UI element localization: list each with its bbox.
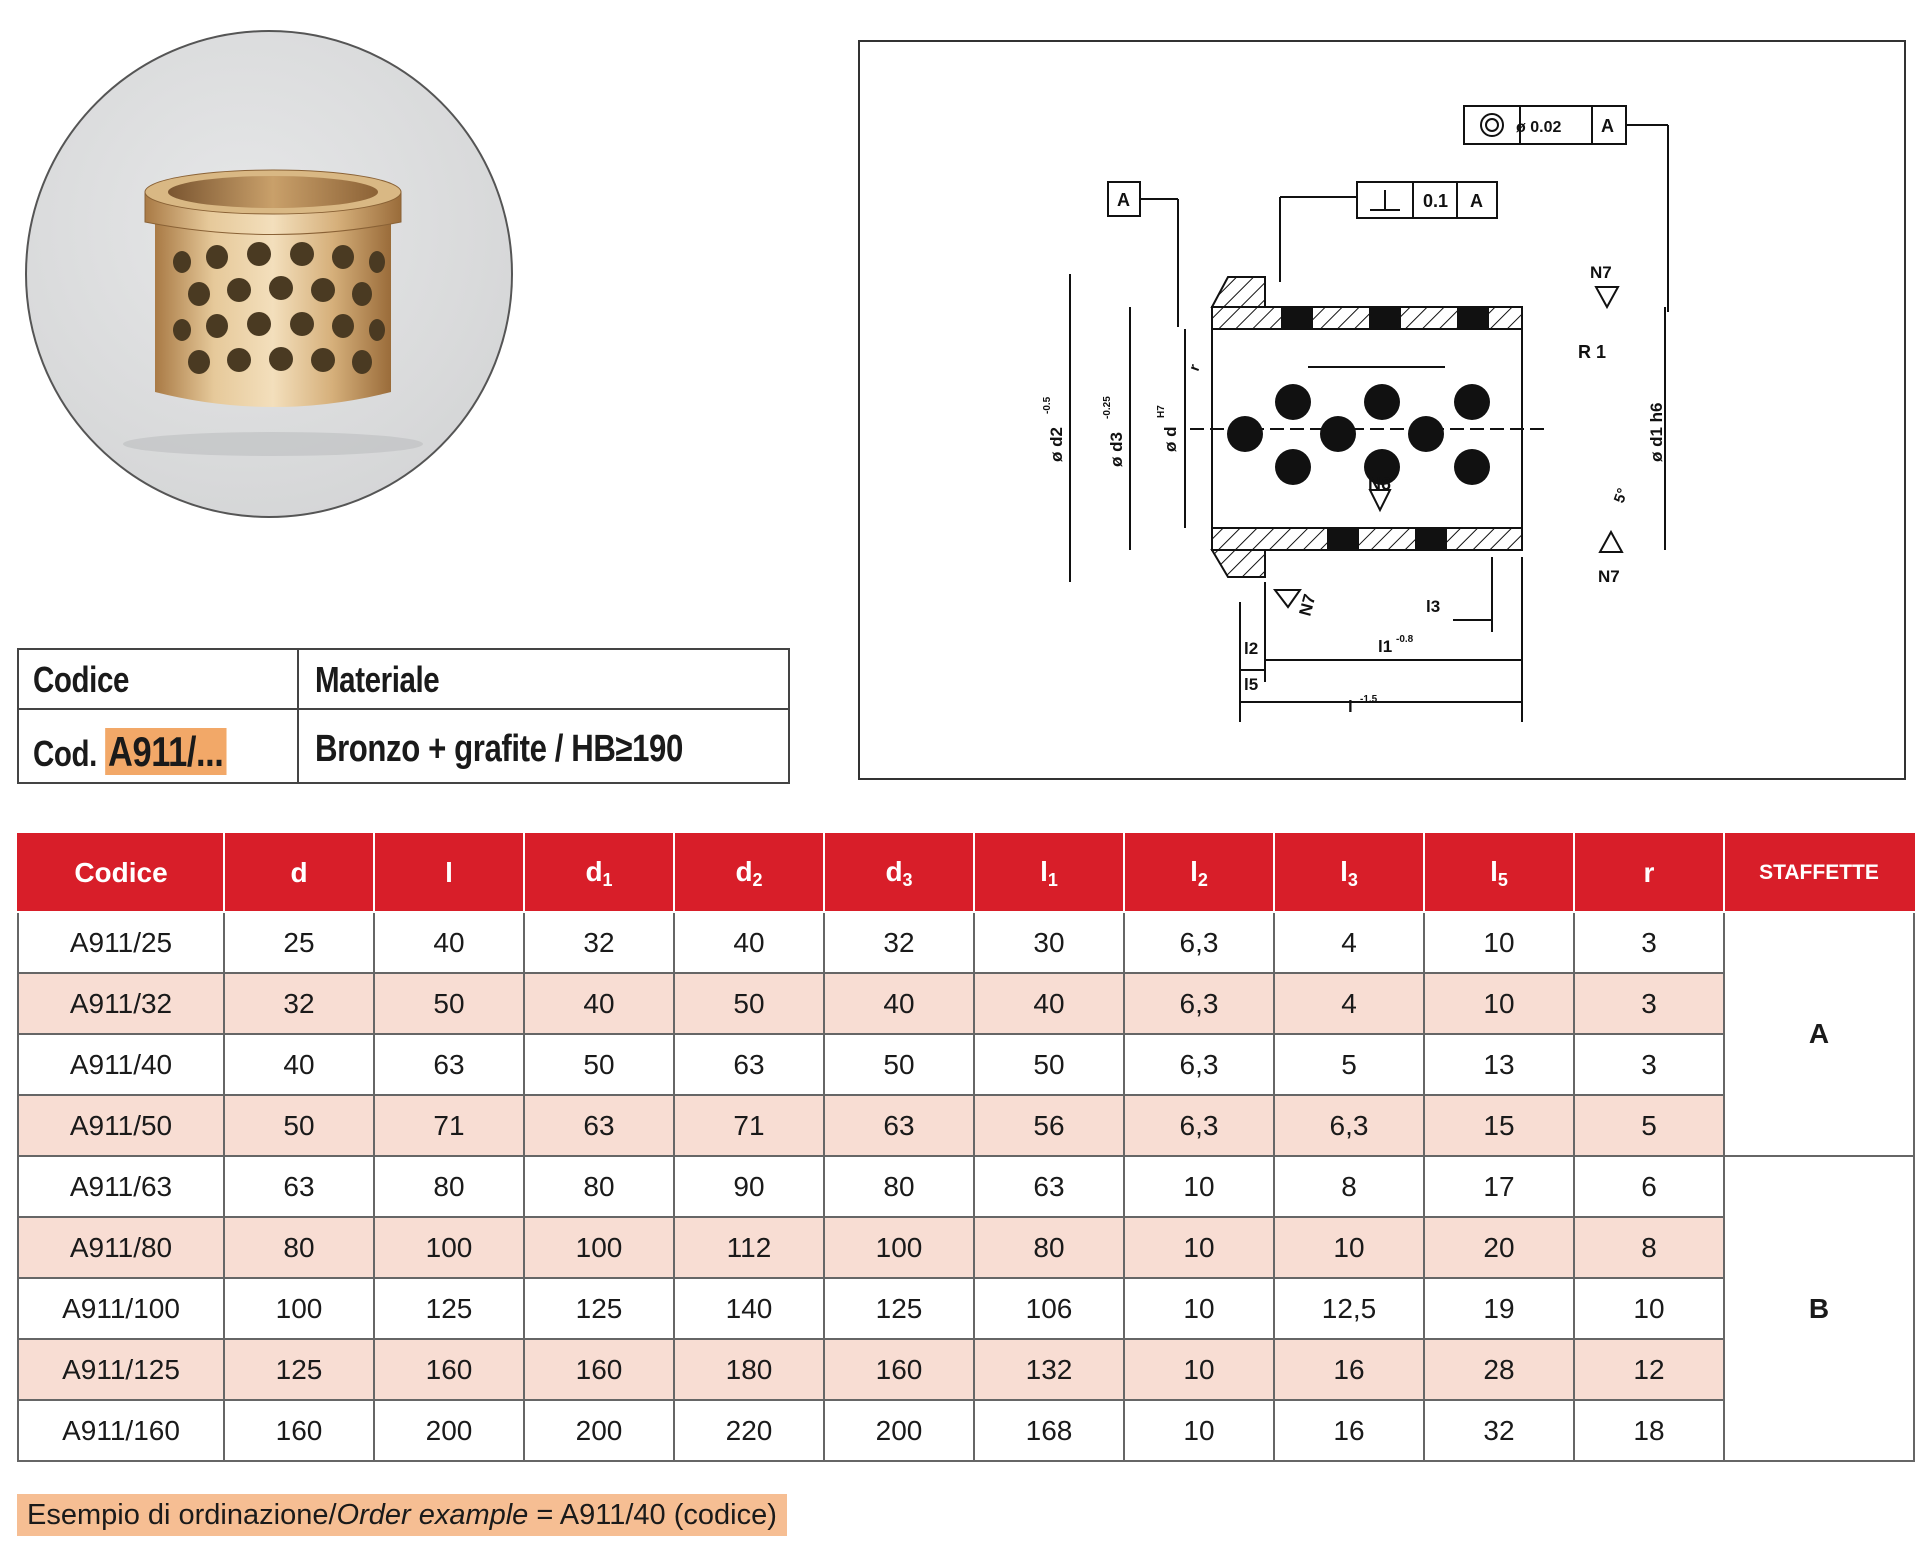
value-cell: 10: [1124, 1217, 1274, 1278]
value-cell: 15: [1424, 1095, 1574, 1156]
dim-d2: ø d2: [1047, 427, 1066, 462]
value-cell: 10: [1124, 1339, 1274, 1400]
value-cell: 4: [1274, 912, 1424, 973]
value-cell: 12: [1574, 1339, 1724, 1400]
order-example-italic: Order example: [336, 1499, 529, 1531]
value-cell: 17: [1424, 1156, 1574, 1217]
column-header: r: [1574, 834, 1724, 912]
value-cell: 63: [674, 1034, 824, 1095]
table-row: [18, 1095, 1914, 1156]
value-cell: 4: [1274, 973, 1424, 1034]
value-cell: 25: [224, 912, 374, 973]
material-header: Materiale: [315, 659, 440, 700]
code-cell: A911/100: [18, 1278, 224, 1339]
dim-d2-tol: -0.5: [1042, 396, 1053, 414]
perpendicularity-datum: A: [1470, 191, 1483, 211]
value-cell: 100: [224, 1278, 374, 1339]
dim-l-tol: -1.5: [1360, 694, 1378, 705]
value-cell: 100: [374, 1217, 524, 1278]
value-cell: 112: [674, 1217, 824, 1278]
value-cell: 40: [374, 912, 524, 973]
value-cell: 200: [374, 1400, 524, 1461]
dim-l2: l2: [1244, 639, 1259, 658]
code-cell: A911/125: [18, 1339, 224, 1400]
code-prefix: Cod.: [33, 733, 97, 774]
finish-n7-top: N7: [1590, 263, 1612, 282]
table-row: [18, 1400, 1914, 1461]
value-cell: 63: [224, 1156, 374, 1217]
value-cell: 40: [224, 1034, 374, 1095]
value-cell: 50: [824, 1034, 974, 1095]
dim-l1: l1: [1378, 637, 1393, 656]
value-cell: 28: [1424, 1339, 1574, 1400]
order-example-prefix: Esempio di ordinazione/: [27, 1499, 337, 1531]
value-cell: 32: [224, 973, 374, 1034]
dimensions-table: [17, 833, 1915, 1462]
column-header: d: [224, 834, 374, 912]
table-row: [18, 1034, 1914, 1095]
dim-d3: ø d3: [1107, 432, 1126, 467]
column-header: $d_2$: [674, 834, 824, 912]
table-row: [18, 1278, 1914, 1339]
value-cell: 125: [374, 1278, 524, 1339]
value-cell: 6,3: [1124, 1095, 1274, 1156]
value-cell: 220: [674, 1400, 824, 1461]
code-cell: A911/160: [18, 1400, 224, 1461]
value-cell: 140: [674, 1278, 824, 1339]
staffette-group-cell: B: [1724, 1156, 1914, 1461]
value-cell: 10: [1424, 912, 1574, 973]
column-header: $d_1$: [524, 834, 674, 912]
value-cell: 40: [974, 973, 1124, 1034]
bushing-image: [27, 32, 511, 516]
technical-drawing: [858, 40, 1906, 780]
value-cell: 63: [524, 1095, 674, 1156]
value-cell: 3: [1574, 973, 1724, 1034]
value-cell: 12,5: [1274, 1278, 1424, 1339]
dim-d-tol: H7: [1156, 405, 1167, 418]
dim-l: l: [1348, 697, 1353, 716]
value-cell: 90: [674, 1156, 824, 1217]
value-cell: 13: [1424, 1034, 1574, 1095]
value-cell: 100: [824, 1217, 974, 1278]
value-cell: 125: [224, 1339, 374, 1400]
code-cell: A911/80: [18, 1217, 224, 1278]
value-cell: 30: [974, 912, 1124, 973]
value-cell: 168: [974, 1400, 1124, 1461]
code-header: Codice: [33, 659, 129, 700]
dim-d1: ø d1 h6: [1647, 402, 1666, 462]
staffette-group-cell: A: [1724, 912, 1914, 1156]
value-cell: 19: [1424, 1278, 1574, 1339]
r-label: r: [1185, 362, 1204, 374]
value-cell: 16: [1274, 1400, 1424, 1461]
value-cell: 32: [824, 912, 974, 973]
column-header: $l_2$: [1124, 834, 1274, 912]
column-header: $l_5$: [1424, 834, 1574, 912]
value-cell: 180: [674, 1339, 824, 1400]
value-cell: 125: [824, 1278, 974, 1339]
table-header-row: [18, 834, 1914, 912]
angle-label: 5°: [1610, 486, 1632, 506]
column-header: $l_1$: [974, 834, 1124, 912]
code-table-header-row: [19, 650, 788, 710]
value-cell: 5: [1274, 1034, 1424, 1095]
dim-l3: l3: [1426, 597, 1441, 616]
table-row: [18, 1217, 1914, 1278]
value-cell: 16: [1274, 1339, 1424, 1400]
value-cell: 56: [974, 1095, 1124, 1156]
table-row: [18, 973, 1914, 1034]
value-cell: 80: [824, 1156, 974, 1217]
value-cell: 3: [1574, 1034, 1724, 1095]
finish-n6: N6: [1368, 474, 1392, 494]
dim-d3-tol: -0.25: [1102, 396, 1113, 419]
value-cell: 106: [974, 1278, 1124, 1339]
value-cell: 71: [674, 1095, 824, 1156]
table-row: [18, 1156, 1914, 1217]
value-cell: 32: [1424, 1400, 1574, 1461]
value-cell: 160: [374, 1339, 524, 1400]
value-cell: 10: [1574, 1278, 1724, 1339]
value-cell: 125: [524, 1278, 674, 1339]
code-cell: A911/63: [18, 1156, 224, 1217]
finish-n7-bottom: N7: [1295, 592, 1320, 619]
concentricity-value: ø 0.02: [1516, 119, 1562, 136]
value-cell: 63: [824, 1095, 974, 1156]
value-cell: 5: [1574, 1095, 1724, 1156]
value-cell: 40: [824, 973, 974, 1034]
value-cell: 80: [524, 1156, 674, 1217]
material-value: Bronzo + grafite / HB≥190: [315, 728, 683, 770]
product-photo: [25, 30, 513, 518]
value-cell: 40: [674, 912, 824, 973]
value-cell: 18: [1574, 1400, 1724, 1461]
radius-label: R 1: [1578, 342, 1607, 362]
value-cell: 50: [674, 973, 824, 1034]
value-cell: 40: [524, 973, 674, 1034]
dim-l5: l5: [1244, 675, 1259, 694]
value-cell: 32: [524, 912, 674, 973]
code-cell: A911/25: [18, 912, 224, 973]
value-cell: 63: [374, 1034, 524, 1095]
column-header: Codice: [18, 834, 224, 912]
value-cell: 50: [974, 1034, 1124, 1095]
table-row: [18, 1339, 1914, 1400]
value-cell: 8: [1274, 1156, 1424, 1217]
dim-l1-tol: -0.8: [1396, 634, 1414, 645]
value-cell: 50: [524, 1034, 674, 1095]
value-cell: 132: [974, 1339, 1124, 1400]
finish-n7-right: N7: [1598, 567, 1620, 586]
value-cell: 10: [1124, 1400, 1274, 1461]
bushing-cross-section: [860, 42, 1904, 778]
value-cell: 160: [524, 1339, 674, 1400]
value-cell: 50: [224, 1095, 374, 1156]
concentricity-datum: A: [1601, 116, 1614, 136]
value-cell: 80: [224, 1217, 374, 1278]
code-material-table: [17, 648, 790, 784]
value-cell: 10: [1274, 1217, 1424, 1278]
code-cell: A911/40: [18, 1034, 224, 1095]
value-cell: 200: [524, 1400, 674, 1461]
code-table-value-row: [19, 710, 788, 782]
column-header: $l_3$: [1274, 834, 1424, 912]
value-cell: 80: [974, 1217, 1124, 1278]
value-cell: 10: [1124, 1156, 1274, 1217]
column-header: l: [374, 834, 524, 912]
value-cell: 20: [1424, 1217, 1574, 1278]
value-cell: 100: [524, 1217, 674, 1278]
value-cell: 160: [824, 1339, 974, 1400]
value-cell: 10: [1424, 973, 1574, 1034]
table-row: [18, 912, 1914, 973]
order-example-suffix: = A911/40 (codice): [528, 1499, 777, 1531]
value-cell: 50: [374, 973, 524, 1034]
value-cell: 6,3: [1124, 973, 1274, 1034]
value-cell: 10: [1124, 1278, 1274, 1339]
perpendicularity-value: 0.1: [1423, 191, 1449, 211]
value-cell: 6,3: [1124, 1034, 1274, 1095]
column-header: STAFFETTE: [1724, 834, 1914, 912]
column-header: $d_3$: [824, 834, 974, 912]
order-example: [17, 1494, 787, 1536]
value-cell: 8: [1574, 1217, 1724, 1278]
value-cell: 200: [824, 1400, 974, 1461]
value-cell: 80: [374, 1156, 524, 1217]
datum-label: A: [1117, 190, 1130, 210]
value-cell: 6,3: [1274, 1095, 1424, 1156]
value-cell: 6,3: [1124, 912, 1274, 973]
code-cell: [33, 728, 227, 776]
code-cell: A911/50: [18, 1095, 224, 1156]
value-cell: 63: [974, 1156, 1124, 1217]
value-cell: 160: [224, 1400, 374, 1461]
value-cell: 71: [374, 1095, 524, 1156]
value-cell: 6: [1574, 1156, 1724, 1217]
value-cell: 3: [1574, 912, 1724, 973]
code-cell: A911/32: [18, 973, 224, 1034]
code-value: A911/...: [105, 728, 227, 775]
dim-d: ø d: [1161, 426, 1180, 452]
